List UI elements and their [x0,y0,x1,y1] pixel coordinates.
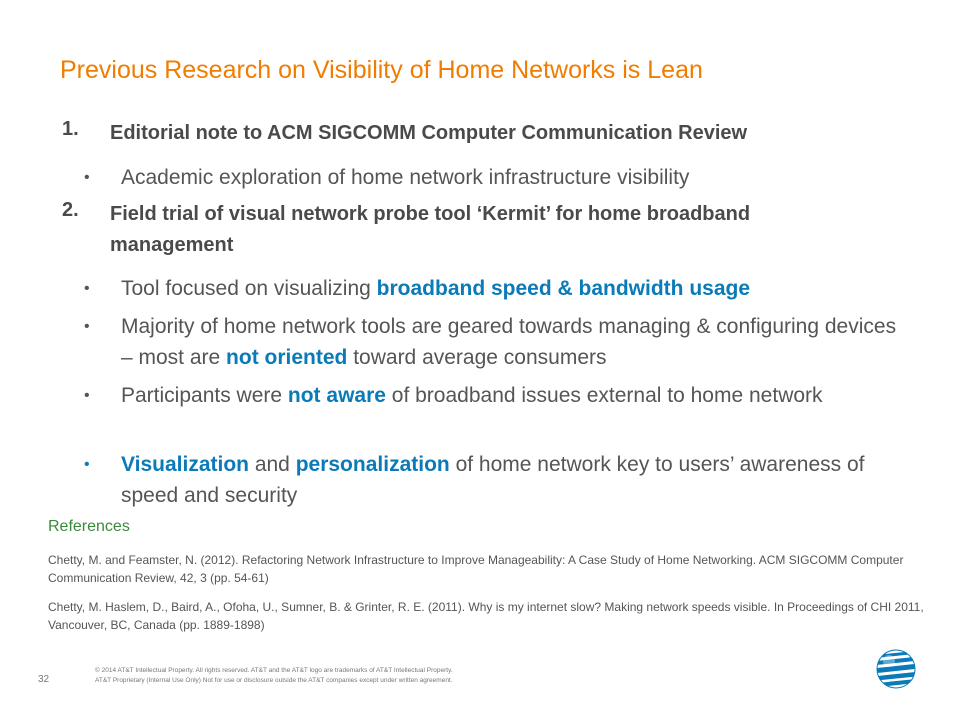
highlight-text: not aware [287,384,386,407]
page-number: 32 [38,674,50,685]
bullet-icon: • [84,169,90,186]
bullet-text: Academic exploration of home network infrastructure visibility [121,166,690,189]
slide-title: Previous Research on Visibility of Home Networks is Lean [60,56,703,84]
bullet-icon: • [84,318,90,335]
footer-line-1: © 2014 AT&T Intellectual Property. All rights reserved. AT&T and the AT&T logo are trademarks of AT&T Intellectual Property. [95,667,453,674]
reference-2: Chetty, M. Haslem, D., Baird, A., Ofoha, U., Sumner, B. & Grinter, R. E. (2011). Why is my internet slow? Making network speeds visible. In Proceedings of CHI 2011, Vancouver, BC, Canada (pp. 1889-1898) [48,600,924,632]
bullet-icon: • [84,387,90,404]
bullet-icon: • [84,456,90,473]
item-text: Field trial of visual network probe tool ‘Kermit’ for home broadband management [110,203,751,256]
item-number: 1. [62,118,79,140]
highlight-text: personalization [295,453,450,476]
item-text: Editorial note to ACM SIGCOMM Computer Communication Review [110,122,748,144]
item-number: 2. [62,199,79,221]
highlight-text: broadband speed & bandwidth usage [376,277,751,300]
att-globe-icon [876,649,916,689]
footer-legal [95,666,453,686]
highlight-text: Visualization [121,453,249,476]
bullet-text: Visualization and personalization of home network key to users’ awareness of speed and security [121,453,865,507]
footer-line-2: AT&T Proprietary (Internal Use Only) Not for use or disclosure outside the AT&T companies except under written agreement. [95,677,453,684]
bullet-icon: • [84,280,90,297]
references-heading: References [48,518,130,535]
bullet-text: Tool focused on visualizing broadband speed & bandwidth usage [121,277,751,300]
highlight-text: not oriented [226,346,348,369]
reference-1: Chetty, M. and Feamster, N. (2012). Refactoring Network Infrastructure to Improve Manageability: A Case Study of Home Networking. ACM SIGCOMM Computer Communication Review, 42, 3 (pp. 54-61) [48,553,904,585]
bullet-text: Participants were not aware of broadband issues external to home network [121,384,823,407]
bullet-text: Majority of home network tools are geared towards managing & configuring devices – most are not oriented toward average consumers [121,315,897,369]
